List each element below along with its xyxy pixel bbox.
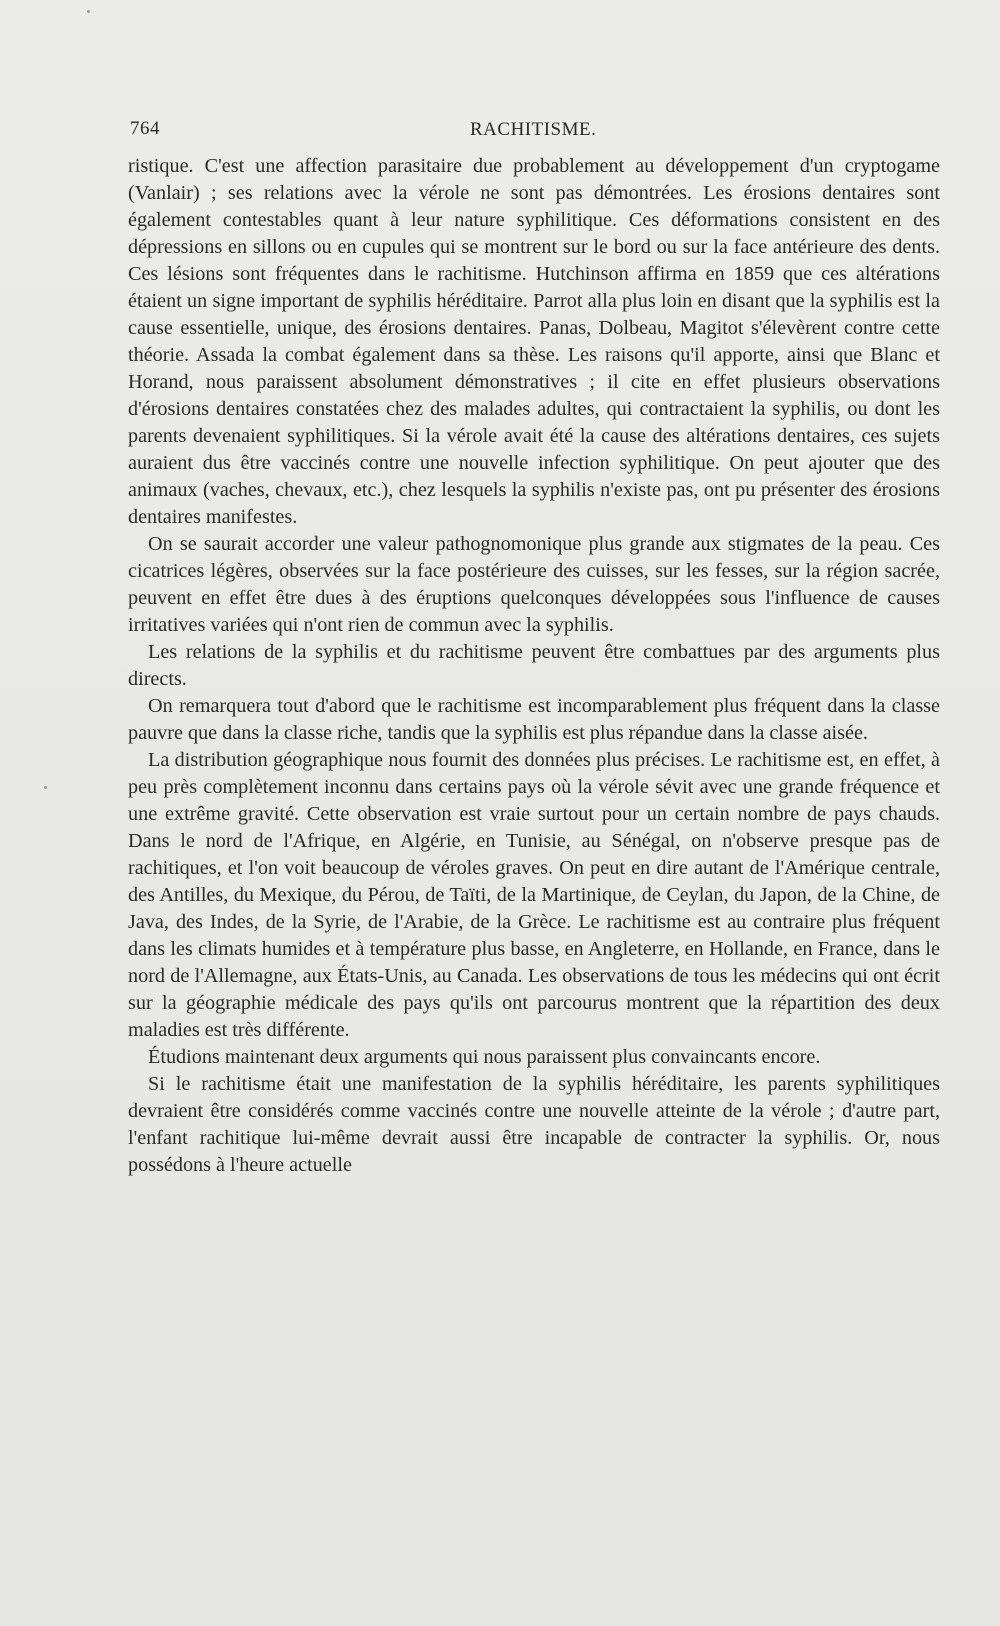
page-number: 764 [130, 118, 160, 139]
paragraph: On se saurait accorder une valeur pathognomonique plus grande aux stigmates de la peau. Ces cicatrices légères, observées sur la face postérieure des cuisses, sur les fesses, sur la région sacrée, peuvent en effet être dues à des éruptions quelconques développées sous l'influence de causes irritatives variées qui n'ont rien de commun avec la syphilis. [128, 533, 940, 636]
paragraph: Les relations de la syphilis et du rachitisme peuvent être combattues par des arguments plus directs. [128, 641, 940, 690]
paragraph: ristique. C'est une affection parasitaire due probablement au développement d'un cryptogame (Vanlair) ; ses relations avec la vérole ne sont pas démontrées. Les érosions dentaires sont également contestables quant à leur nature syphilitique. Ces déformations consistent en des dépressions en sillons ou en cupules qui se montrent sur le bord ou sur la face antérieure des dents. Ces lésions sont fréquentes dans le rachitisme. Hutchinson affirma en 1859 que ces altérations étaient un signe important de syphilis héréditaire. Parrot alla plus loin en disant que la syphilis est la cause essentielle, unique, des érosions dentaires. Panas, Dolbeau, Magitot s'élevèrent contre cette théorie. Assada la combat également dans sa thèse. Les raisons qu'il apporte, ainsi que Blanc et Horand, nous paraissent absolument démonstratives ; il cite en effet plusieurs observations d'érosions dentaires constatées chez des malades adultes, qui contractaient la syphilis, ou dont les parents devenaient syphilitiques. Si la vérole avait été la cause des altérations dentaires, ces sujets auraient dus être vaccinés contre une nouvelle infection syphilitique. On peut ajouter que des animaux (vaches, chevaux, etc.), chez lesquels la syphilis n'existe pas, ont pu présenter des érosions dentaires manifestes. [128, 155, 940, 528]
paper-speck [44, 786, 47, 789]
paragraph: On remarquera tout d'abord que le rachitisme est incomparablement plus fréquent dans la classe pauvre que dans la classe riche, tandis que la syphilis est plus répandue dans la classe aisée. [128, 695, 940, 744]
paper-speck [87, 10, 90, 13]
paragraph: La distribution géographique nous fournit des données plus précises. Le rachitisme est, en effet, à peu près complètement inconnu dans certains pays où la vérole sévit avec une grande fréquence et une extrême gravité. Cette observation est vraie surtout pour un certain nombre de pays chauds. Dans le nord de l'Afrique, en Algérie, en Tunisie, au Sénégal, on n'observe presque pas de rachitiques, et l'on voit beaucoup de véroles graves. On peut en dire autant de l'Amérique centrale, des Antilles, du Mexique, du Pérou, de Taïti, de la Martinique, de Ceylan, du Japon, de la Chine, de Java, des Indes, de la Syrie, de l'Arabie, de la Grèce. Le rachitisme est au contraire plus fréquent dans les climats humides et à température plus basse, en Angleterre, en Hollande, en France, dans le nord de l'Allemagne, aux États-Unis, au Canada. Les observations de tous les médecins qui ont écrit sur la géographie médicale des pays qu'ils ont parcourus montrent que la répartition des deux maladies est très différente. [128, 749, 940, 1041]
body-text [128, 153, 940, 1179]
running-title: RACHITISME. [470, 119, 597, 140]
running-head [130, 118, 940, 148]
paragraph: Si le rachitisme était une manifestation de la syphilis héréditaire, les parents syphilitiques devraient être considérés comme vaccinés contre une nouvelle atteinte de la vérole ; d'autre part, l'enfant rachitique lui-même devrait aussi être incapable de contracter la syphilis. Or, nous possédons à l'heure actuelle [128, 1073, 940, 1176]
paragraph: Étudions maintenant deux arguments qui nous paraissent plus convaincants encore. [148, 1046, 821, 1068]
